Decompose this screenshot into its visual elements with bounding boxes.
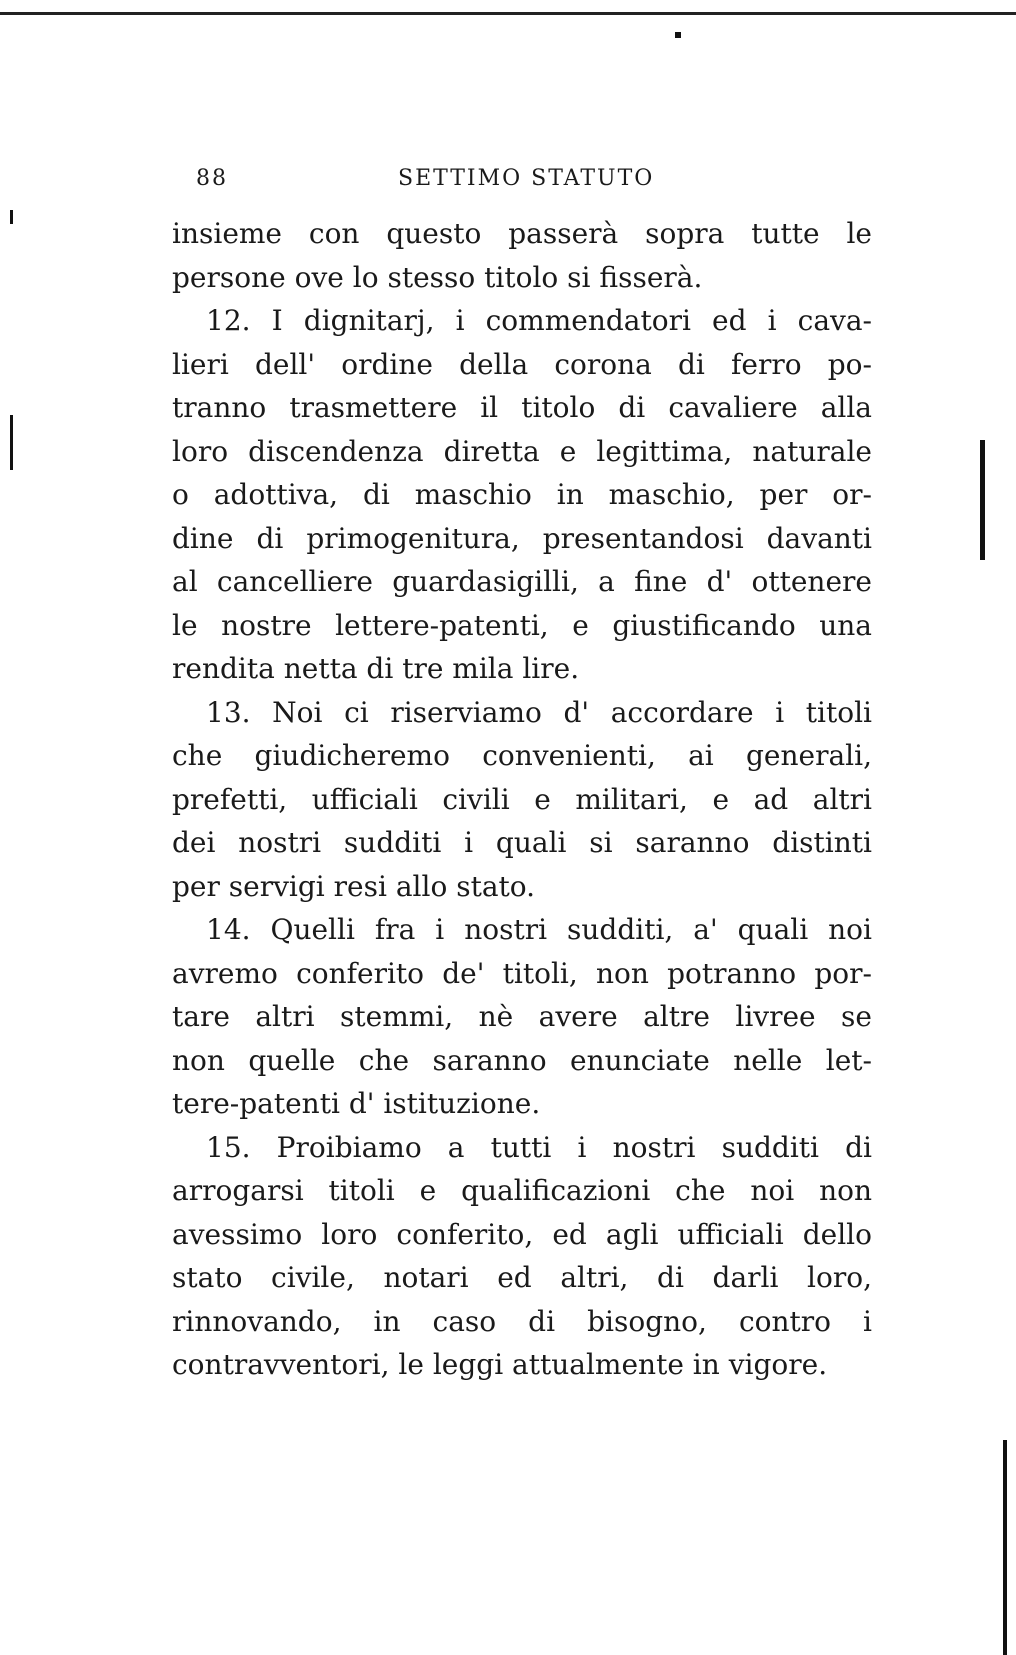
text-line: 14. Quelli fra i nostri sudditi, a' quali noi <box>206 913 872 946</box>
scan-speck <box>675 32 681 38</box>
text-line: dei nostri sudditi i quali si saranno distinti <box>172 826 872 859</box>
text-line: lieri dell' ordine della corona di ferro po- <box>172 347 872 381</box>
text-line: rinnovando, in caso di bisogno, contro i <box>172 1304 872 1338</box>
page-number: 88 <box>196 166 228 191</box>
scan-speck <box>10 210 13 224</box>
text-line: insieme con questo passerà sopra tutte le <box>172 217 872 250</box>
text-line: tere-patenti d' istituzione. <box>172 1087 541 1120</box>
scan-top-edge <box>0 0 1016 15</box>
text-line: 15. Proibiamo a tutti i nostri sudditi di <box>206 1130 872 1164</box>
text-line: non quelle che saranno enunciate nelle let- <box>172 1043 872 1077</box>
text-line: 12. I dignitarj, i commendatori ed i cava- <box>206 304 872 337</box>
text-line: contravventori, le leggi attualmente in vigore. <box>172 1348 828 1381</box>
text-line: avremo conferito de' titoli, non potranno por- <box>172 956 872 990</box>
text-line: o adottiva, di maschio in maschio, per or- <box>172 478 872 511</box>
text-line: persone ove lo stesso titolo si fisserà. <box>172 260 703 294</box>
text-line: che giudicheremo convenienti, ai generali, <box>172 739 872 772</box>
page-header <box>196 166 856 196</box>
text-line: dine di primogenitura, presentandosi davanti <box>172 521 872 555</box>
text-line: arrogarsi titoli e qualificazioni che noi non <box>172 1174 872 1207</box>
scan-speck <box>980 440 985 560</box>
text-line: rendita netta di tre mila lire. <box>172 652 580 685</box>
scan-speck <box>10 415 13 470</box>
text-line: avessimo loro conferito, ed agli ufficiali dello <box>172 1217 872 1251</box>
text-line: stato civile, notari ed altri, di darli loro, <box>172 1261 872 1294</box>
scan-right-edge <box>1003 1440 1007 1655</box>
text-line: prefetti, ufficiali civili e militari, e ad altri <box>172 782 872 816</box>
text-line: al cancelliere guardasigilli, a fine d' ottenere <box>172 565 872 598</box>
text-line: loro discendenza diretta e legittima, naturale <box>172 434 872 468</box>
running-title: SETTIMO STATUTO <box>398 166 655 191</box>
text-line: per servigi resi allo stato. <box>172 869 536 903</box>
text-line: le nostre lettere-patenti, e giustificando una <box>172 608 872 642</box>
body-text <box>172 212 872 1387</box>
text-line: tare altri stemmi, nè avere altre livree se <box>172 1000 872 1033</box>
text-line: tranno trasmettere il titolo di cavaliere alla <box>172 391 872 424</box>
text-line: 13. Noi ci riserviamo d' accordare i titoli <box>206 695 872 729</box>
